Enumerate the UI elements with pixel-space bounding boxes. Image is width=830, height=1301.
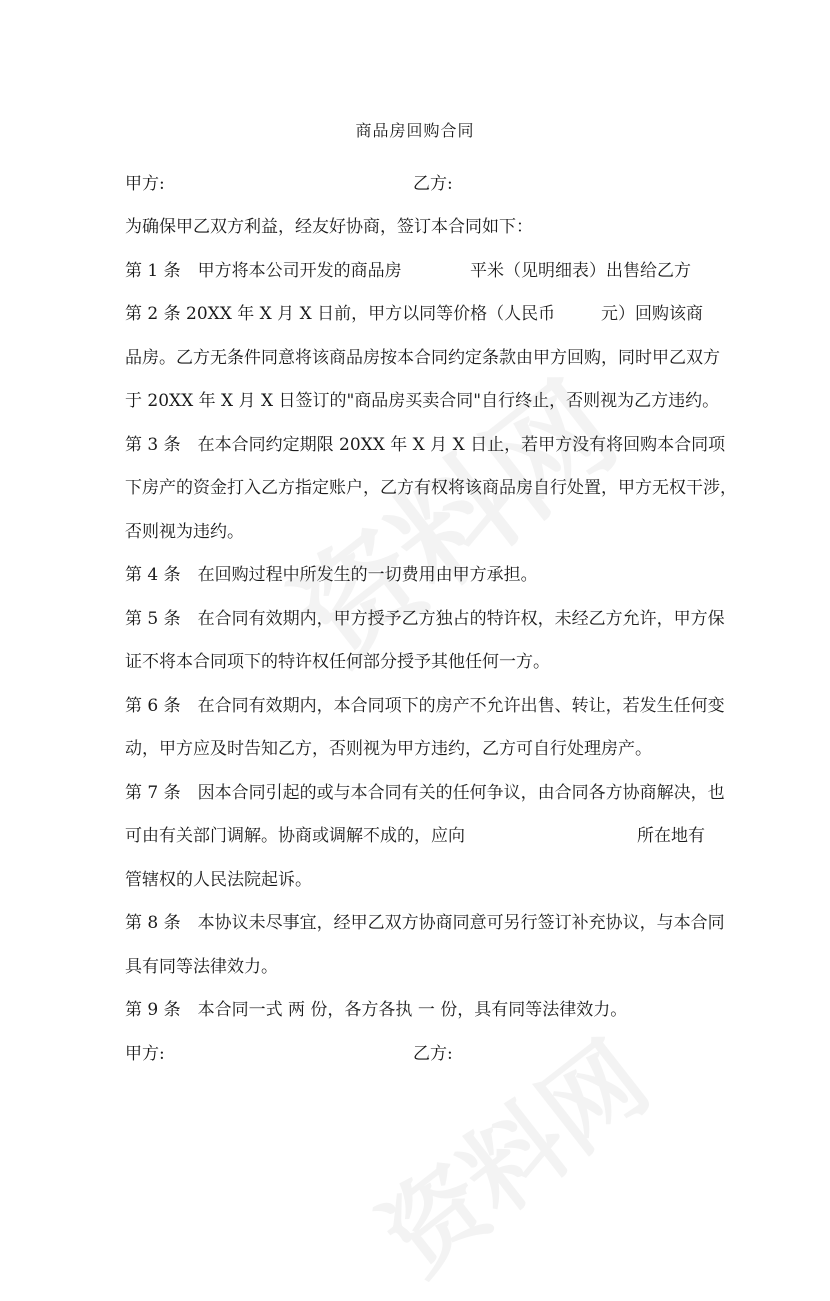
article-7-line1: 第 7 条 因本合同引起的或与本合同有关的任何争议，由合同各方协商解决，也: [125, 783, 725, 803]
article-6-line1: 第 6 条 在合同有效期内，本合同项下的房产不允许出售、转让，若发生任何变: [125, 696, 725, 716]
document-title: 商品房回购合同: [355, 121, 475, 140]
article-1-part1: 第 1 条 甲方将本公司开发的商品房: [125, 261, 402, 281]
article-7-line2-part2: 所在地有: [637, 826, 705, 846]
watermark: [347, 1003, 672, 1301]
party-a-label-bottom: 甲方:: [125, 1044, 165, 1064]
article-4: 第 4 条 在回购过程中所发生的一切费用由甲方承担。: [125, 565, 538, 585]
article-2-line2: 品房。乙方无条件同意将该商品房按本合同约定条款由甲方回购，同时甲乙双方: [125, 348, 720, 368]
article-5-line2: 证不将本合同项下的特许权任何部分授予其他任何一方。: [125, 652, 550, 672]
article-2-line1-part2: 元）回购该商: [601, 304, 703, 324]
article-7-line3: 管辖权的人民法院起诉。: [125, 870, 312, 890]
article-3-line2: 下房产的资金打入乙方指定账户，乙方有权将该商品房自行处置，甲方无权干涉，: [125, 478, 737, 498]
article-7-line2-part1: 可由有关部门调解。协商或调解不成的，应向: [125, 826, 465, 846]
article-2-line1-part1: 第 2 条 20XX 年 X 月 X 日前，甲方以同等价格（人民币: [125, 304, 556, 324]
intro-paragraph: 为确保甲乙双方利益，经友好协商，签订本合同如下：: [125, 217, 533, 237]
article-3-line3: 否则视为违约。: [125, 522, 244, 542]
article-8-line1: 第 8 条 本协议未尽事宜，经甲乙双方协商同意可另行签订补充协议，与本合同: [125, 913, 725, 933]
article-5-line1: 第 5 条 在合同有效期内，甲方授予乙方独占的特许权，未经乙方允许，甲方保: [125, 609, 725, 629]
article-6-line2: 动，甲方应及时告知乙方，否则视为甲方违约，乙方可自行处理房产。: [125, 739, 652, 759]
party-a-label-top: 甲方:: [125, 174, 165, 194]
article-8-line2: 具有同等法律效力。: [125, 957, 278, 977]
article-3-line1: 第 3 条 在本合同约定期限 20XX 年 X 月 X 日止，若甲方没有将回购本合同项: [125, 435, 726, 455]
article-9: 第 9 条 本合同一式 两 份，各方各执 一 份，具有同等法律效力。: [125, 1000, 628, 1020]
party-b-label-bottom: 乙方:: [413, 1044, 453, 1064]
party-b-label-top: 乙方:: [413, 174, 453, 194]
article-1-part2: 平米（见明细表）出售给乙方: [470, 261, 691, 281]
article-2-line3: 于 20XX 年 X 月 X 日签订的"商品房买卖合同"自行终止，否则视为乙方违约。: [125, 391, 720, 411]
